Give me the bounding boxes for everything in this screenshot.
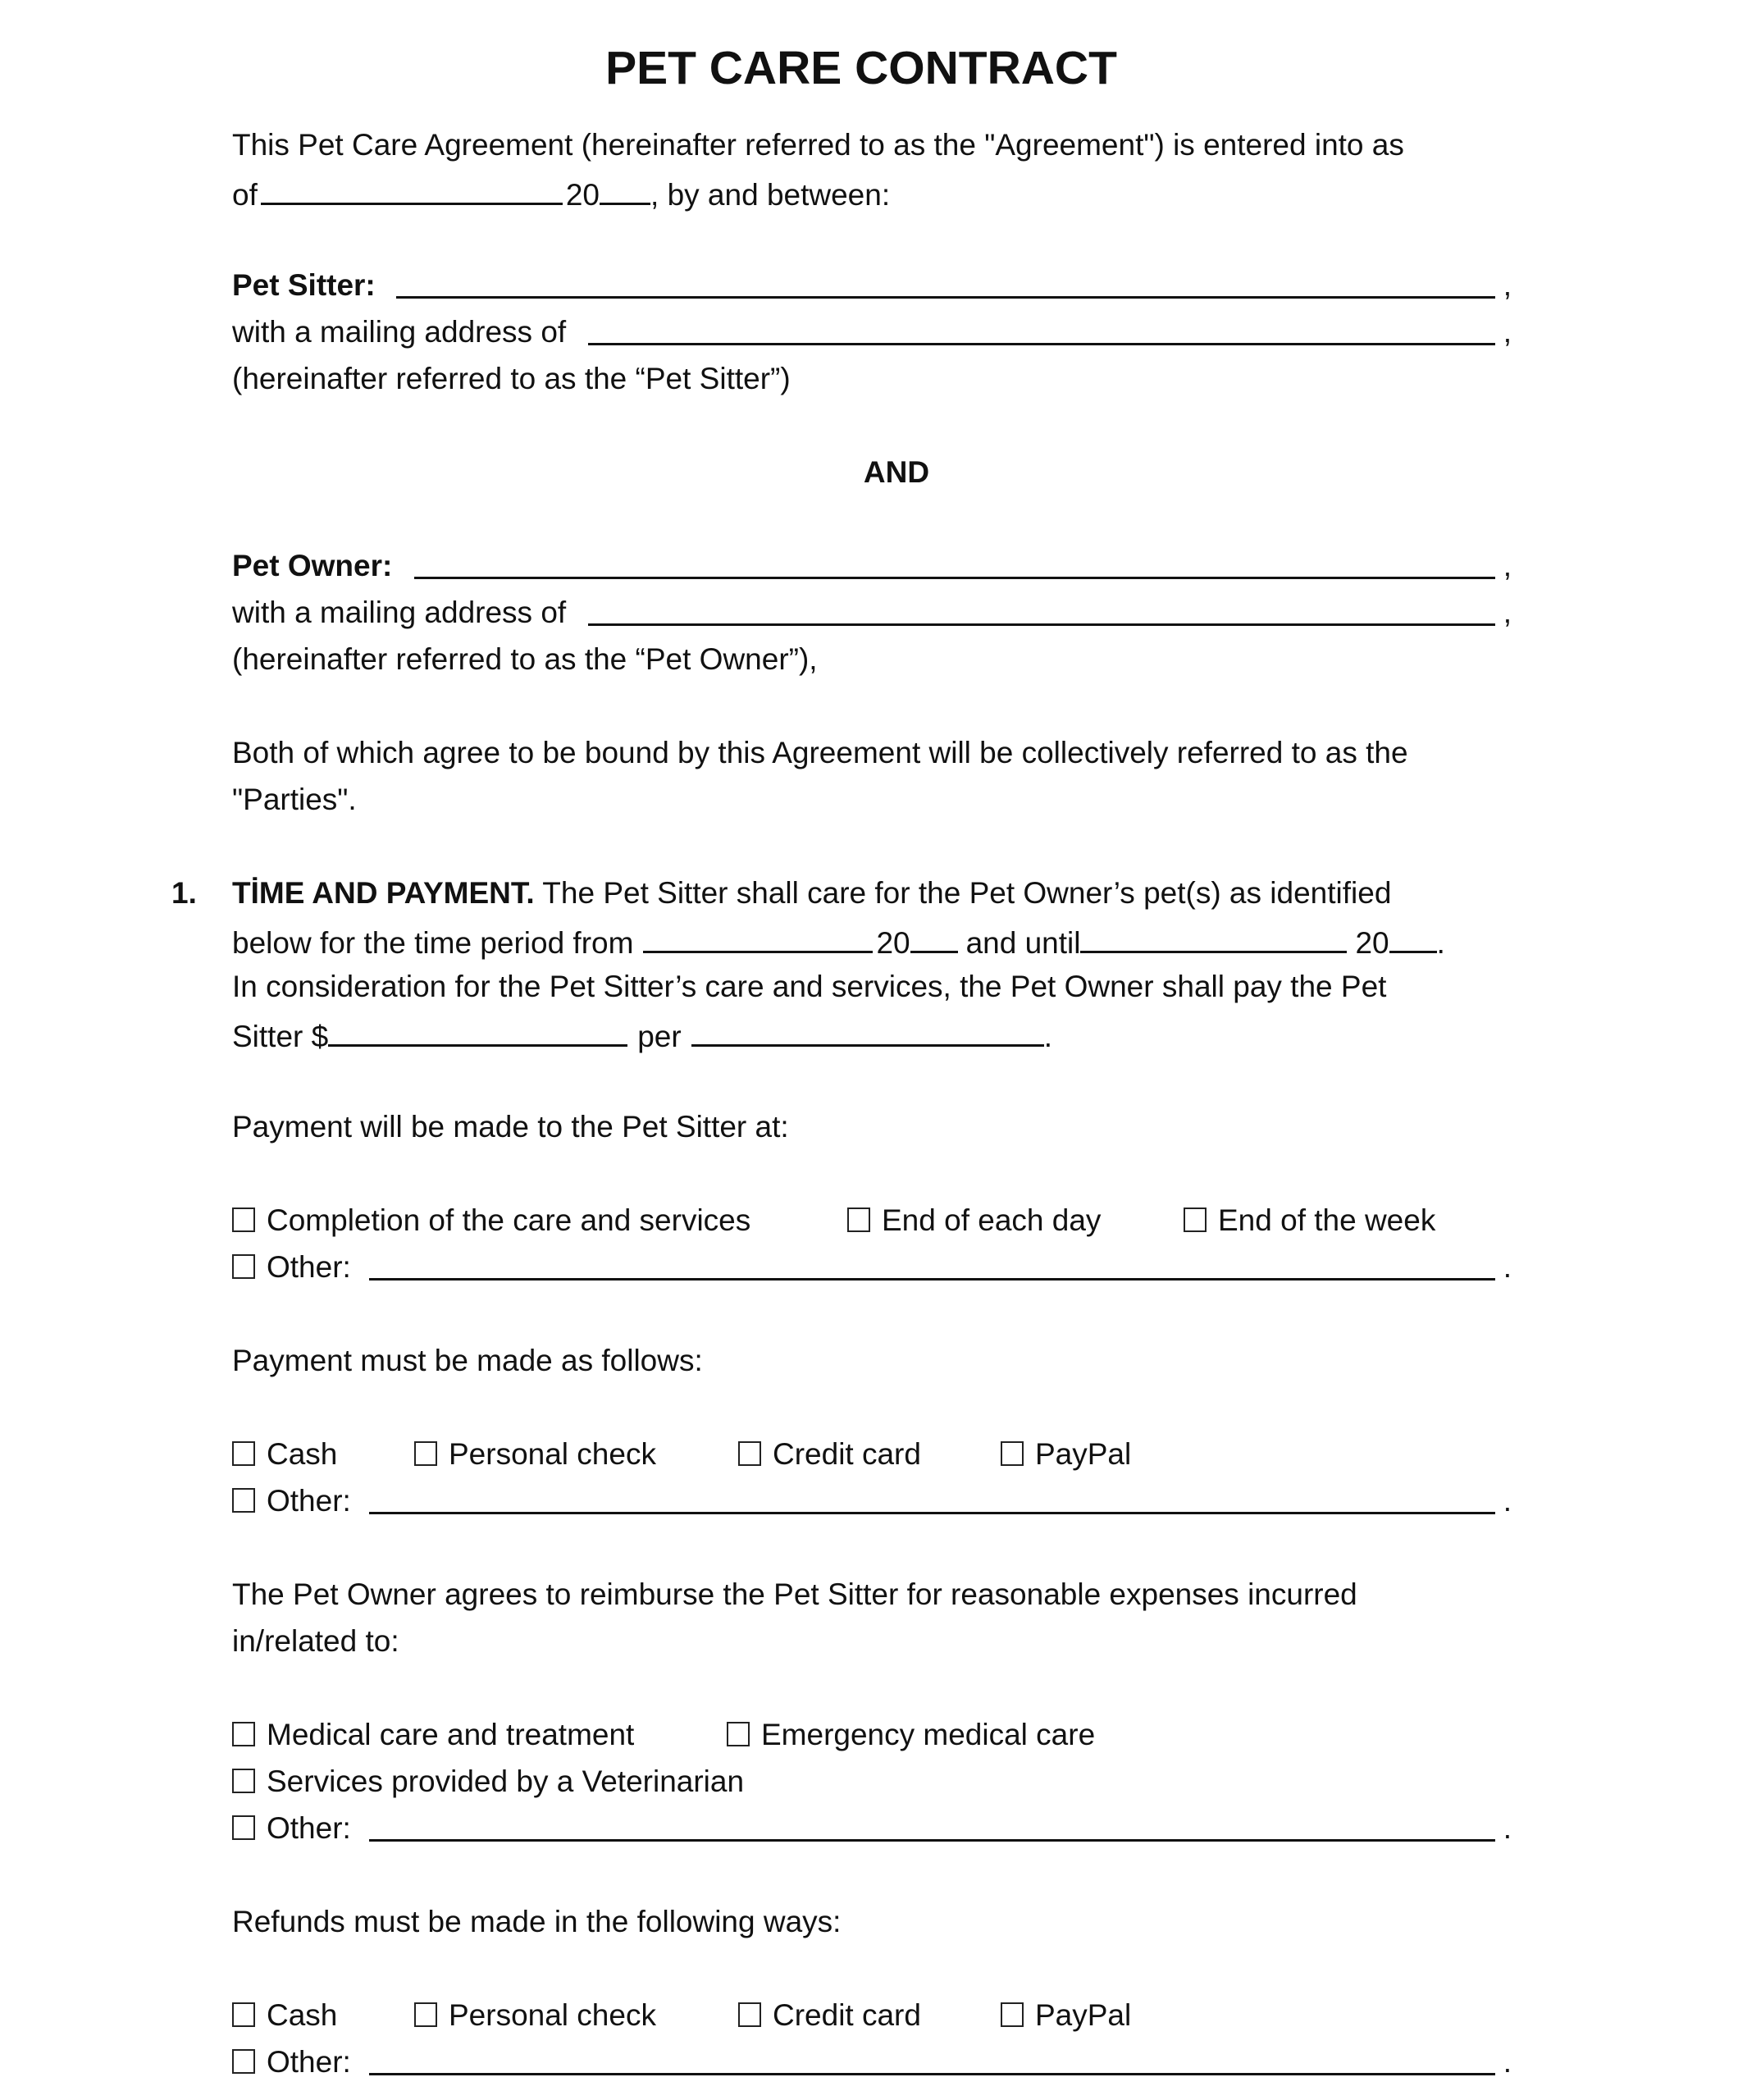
per-label: per (637, 1020, 682, 1053)
option-other[interactable]: Other: (232, 1244, 351, 1290)
pet-sitter-address-field[interactable] (588, 308, 1495, 345)
payment-timing-other (232, 1244, 1512, 1290)
option-credit-card[interactable]: Credit card (738, 1992, 921, 2038)
owner-address-label: with a mailing address of (232, 596, 567, 629)
period: . (1503, 1484, 1512, 1518)
checkbox-icon[interactable] (232, 1254, 255, 1279)
option-medical-care[interactable]: Medical care and treatment (232, 1711, 634, 1758)
pay-amount-field[interactable] (328, 1010, 627, 1047)
checkbox-icon[interactable] (414, 2002, 437, 2027)
pet-owner-address-field[interactable] (588, 589, 1495, 626)
pet-sitter-name-field[interactable] (396, 262, 1495, 299)
year-blank[interactable] (600, 168, 650, 205)
comma: , (1503, 268, 1512, 302)
checkbox-icon[interactable] (847, 1208, 870, 1232)
checkbox-icon[interactable] (738, 2002, 761, 2027)
option-personal-check[interactable]: Personal check (414, 1992, 656, 2038)
time-period-label: below for the time period from (232, 926, 634, 960)
comma: , (1503, 549, 1512, 582)
checkbox-icon[interactable] (232, 1488, 255, 1513)
checkbox-icon[interactable] (232, 1208, 255, 1232)
checkbox-icon[interactable] (232, 2002, 255, 2027)
intro-of: of (232, 178, 258, 212)
option-veterinarian[interactable]: Services provided by a Veterinarian (232, 1758, 744, 1805)
section-number: 1. (171, 876, 197, 910)
option-completion[interactable]: Completion of the care and services (232, 1197, 750, 1244)
year-prefix: 20 (876, 926, 910, 960)
period: . (1436, 926, 1445, 960)
checkbox-icon[interactable] (232, 1815, 255, 1840)
time-period-line (232, 916, 1512, 963)
pet-sitter-address-line (232, 308, 1512, 355)
pay-amount-line (232, 1010, 1512, 1057)
owner-referred: (hereinafter referred to as the “Pet Owner”), (232, 642, 818, 676)
option-paypal[interactable]: PayPal (1001, 1992, 1131, 2038)
other-field[interactable] (369, 1805, 1495, 1842)
payment-method-label: Payment must be made as follows: (232, 1344, 703, 1377)
pet-owner-address-line (232, 589, 1512, 636)
option-cash[interactable]: Cash (232, 1992, 337, 2038)
checkbox-icon[interactable] (1001, 2002, 1024, 2027)
until-label: and until (965, 926, 1081, 960)
start-year-field[interactable] (910, 916, 958, 953)
comma: , (1503, 596, 1512, 629)
period: . (1043, 1020, 1052, 1053)
checkbox-icon[interactable] (738, 1441, 761, 1466)
refund-label: Refunds must be made in the following ways: (232, 1905, 842, 1938)
option-other[interactable]: Other: (232, 2038, 351, 2085)
period: . (1503, 1250, 1512, 1284)
start-date-field[interactable] (643, 916, 873, 953)
sitter-address-label: with a mailing address of (232, 315, 567, 349)
checkbox-icon[interactable] (1001, 1441, 1024, 1466)
consideration-line: In consideration for the Pet Sitter’s care and services, the Pet Owner shall pay the Pet (232, 970, 1387, 1003)
reimburse-other (232, 1805, 1512, 1851)
parties-line-1: Both of which agree to be bound by this Agreement will be collectively referred to as the (232, 736, 1408, 769)
option-other[interactable]: Other: (232, 1477, 351, 1524)
pet-owner-label: Pet Owner: (232, 549, 393, 582)
other-field[interactable] (369, 1477, 1495, 1514)
contract-body (171, 121, 1512, 2085)
parties-line-2: "Parties". (232, 783, 357, 816)
refund-other (232, 2038, 1512, 2085)
and-separator: AND (863, 455, 930, 489)
checkbox-icon[interactable] (232, 2049, 255, 2074)
comma: , (1503, 315, 1512, 349)
checkbox-icon[interactable] (232, 1441, 255, 1466)
option-other[interactable]: Other: (232, 1805, 351, 1851)
reimburse-vet (232, 1758, 1512, 1805)
option-end-of-week[interactable]: End of the week (1184, 1197, 1435, 1244)
option-credit-card[interactable]: Credit card (738, 1431, 921, 1477)
reimburse-options (232, 1711, 1512, 1758)
end-year-field[interactable] (1389, 916, 1437, 953)
other-field[interactable] (369, 1244, 1495, 1281)
checkbox-icon[interactable] (232, 1722, 255, 1746)
reimburse-line-1: The Pet Owner agrees to reimburse the Pet Sitter for reasonable expenses incurred (232, 1577, 1357, 1611)
pet-sitter-label: Pet Sitter: (232, 268, 376, 302)
pay-label: Sitter $ (232, 1020, 329, 1053)
option-end-of-day[interactable]: End of each day (847, 1197, 1101, 1244)
section-heading: TİME AND PAYMENT. (232, 876, 535, 910)
date-blank[interactable] (261, 168, 563, 205)
other-field[interactable] (369, 2038, 1495, 2075)
checkbox-icon[interactable] (232, 1769, 255, 1793)
intro-suffix: , by and between: (650, 178, 891, 212)
year-prefix: 20 (1355, 926, 1389, 960)
intro-line-2 (232, 168, 1512, 215)
section-1-heading-line (171, 870, 1512, 916)
checkbox-icon[interactable] (727, 1722, 750, 1746)
checkbox-icon[interactable] (1184, 1208, 1207, 1232)
option-personal-check[interactable]: Personal check (414, 1431, 656, 1477)
page-title: PET CARE CONTRACT (605, 42, 1117, 94)
year-prefix: 20 (565, 178, 600, 212)
pay-period-field[interactable] (691, 1010, 1044, 1047)
refund-options (232, 1992, 1512, 2038)
payment-timing-label: Payment will be made to the Pet Sitter at: (232, 1110, 789, 1144)
checkbox-icon[interactable] (414, 1441, 437, 1466)
period: . (1503, 1811, 1512, 1845)
end-date-field[interactable] (1080, 916, 1347, 953)
intro-line-1: This Pet Care Agreement (hereinafter referred to as the "Agreement") is entered into as (232, 128, 1404, 162)
pet-owner-line (232, 542, 1512, 589)
payment-method-options (232, 1431, 1512, 1477)
sitter-referred: (hereinafter referred to as the “Pet Sitter”) (232, 362, 791, 395)
payment-timing-options (232, 1197, 1512, 1244)
option-emergency-care[interactable]: Emergency medical care (727, 1711, 1095, 1758)
section-text: The Pet Sitter shall care for the Pet Owner’s pet(s) as identified (534, 876, 1392, 910)
pet-owner-name-field[interactable] (414, 542, 1495, 579)
reimburse-line-2: in/related to: (232, 1624, 399, 1658)
option-cash[interactable]: Cash (232, 1431, 337, 1477)
period: . (1503, 2045, 1512, 2079)
payment-method-other (232, 1477, 1512, 1524)
pet-sitter-line (232, 262, 1512, 308)
option-paypal[interactable]: PayPal (1001, 1431, 1131, 1477)
